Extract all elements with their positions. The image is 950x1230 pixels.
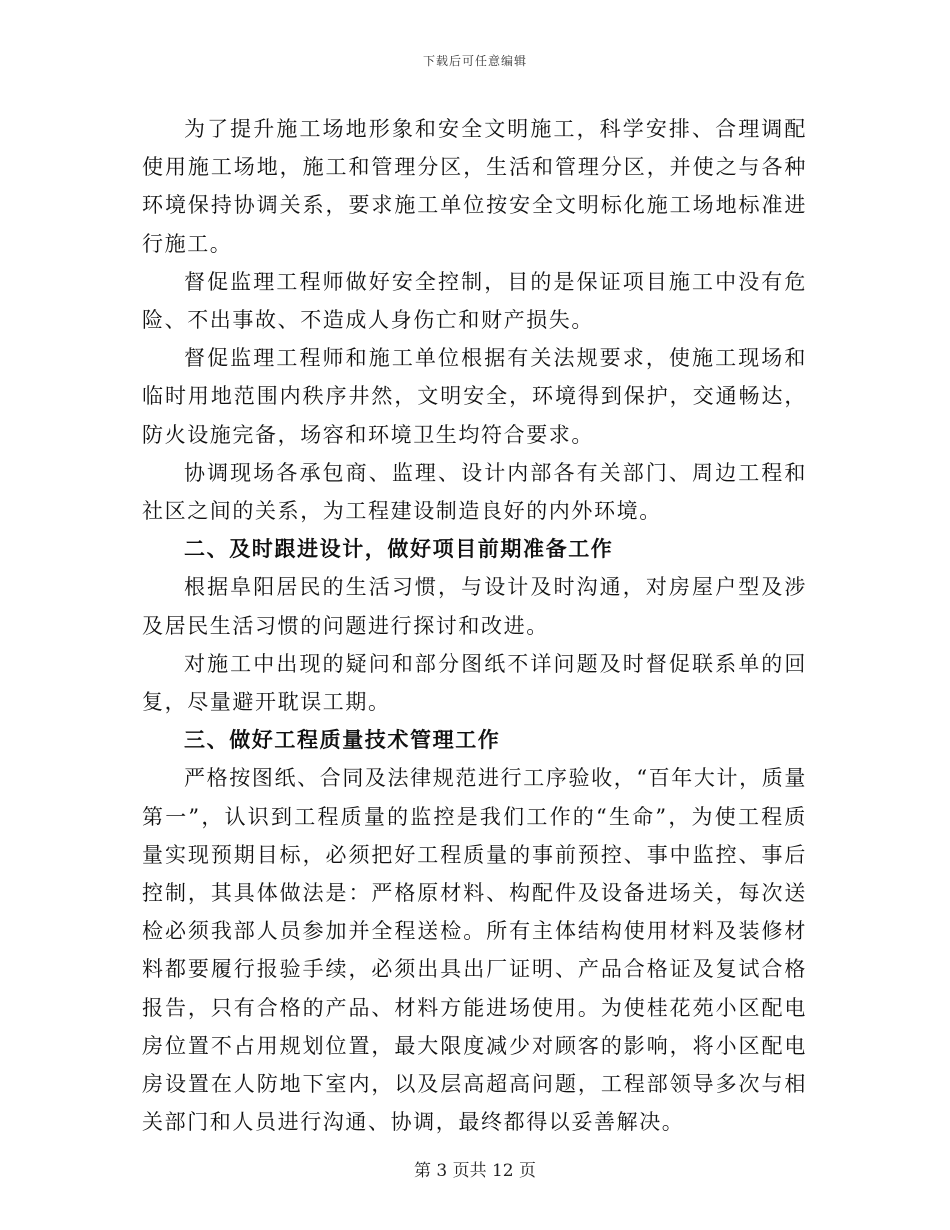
paragraph-safety-control: 督促监理工程师做好安全控制，目的是保证项目施工中没有危险、不出事故、不造成人身伤亡和财产损失。 [142,269,807,333]
paragraph-drawing-issues: 对施工中出现的疑问和部分图纸不详问题及时督促联系单的回复，尽量避开耽误工期。 [142,651,807,715]
paragraph-site-order: 督促监理工程师和施工单位根据有关法规要求，使施工现场和临时用地范围内秩序井然，文明安全，环境得到保护，交通畅达，防火设施完备，场容和环境卫生均符合要求。 [142,346,807,447]
paragraph-coordination: 协调现场各承包商、监理、设计内部各有关部门、周边工程和社区之间的关系，为工程建设制造良好的内外环境。 [142,460,807,524]
document-body [142,110,807,1141]
section-heading-quality: 三、做好工程质量技术管理工作 [184,727,501,753]
paragraph-quality-control: 严格按图纸、合同及法律规范进行工序验收，“百年大计，质量第一”，认识到工程质量的监控是我们工作的“生命”，为使工程质量实现预期目标，必须把好工程质量的事前预控、事中监控、事后控制，其具体做法是：严格原材料、构配件及设备进场关，每次送检必须我部人员参加并全程送检。所有主体结构使用材料及装修材料都要履行报验手续，必须出具出厂证明、产品合格证及复试合格报告，只有合格的产品、材料方能进场使用。为使桂花苑小区配电房位置不占用规划位置，最大限度减少对顾客的影响，将小区配电房设置在人防地下室内，以及层高超高问题，工程部领导多次与相关部门和人员进行沟通、协调，最终都得以妥善解决。 [142,766,807,1135]
header-note: 下载后可任意编辑 [422,54,527,68]
paragraph-design-communication: 根据阜阳居民的生活习惯，与设计及时沟通，对房屋户型及涉及居民生活习惯的问题进行探讨和改进。 [142,575,807,638]
page-number: 第 3 页共 12 页 [413,1161,537,1181]
section-heading-design: 二、及时跟进设计，做好项目前期准备工作 [184,536,614,562]
paragraph-site-management: 为了提升施工场地形象和安全文明施工，科学安排、合理调配使用施工场地，施工和管理分区，生活和管理分区，并使之与各种环境保持协调关系，要求施工单位按安全文明标化施工场地标准进行施工。 [142,117,807,256]
